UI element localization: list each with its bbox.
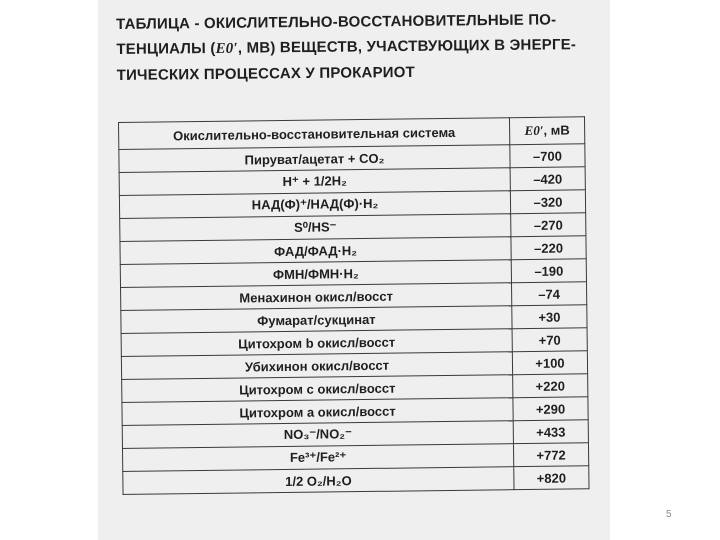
potential-cell: +433 (513, 420, 588, 444)
system-cell: Цитохром b окисл/восст (121, 329, 512, 357)
system-cell: H⁺ + 1/2H₂ (119, 168, 510, 196)
system-cell: NO₃⁻/NO₂⁻ (122, 421, 513, 449)
system-cell: Пируват/ацетат + CO₂ (119, 145, 510, 173)
system-cell: Цитохром а окисл/восст (122, 398, 513, 426)
header-system: Окислительно-восстановительная система (119, 118, 510, 150)
potential-cell: –190 (511, 259, 586, 283)
title-line-2 (116, 32, 596, 63)
system-cell: Убихинон окисл/восст (121, 352, 512, 380)
potential-cell: +820 (514, 466, 589, 490)
system-cell: НАД(Ф)⁺/НАД(Ф)·H₂ (119, 191, 510, 219)
system-cell: Менахинон окисл/восст (121, 283, 512, 311)
redox-potential-table (118, 116, 590, 495)
potential-cell: +772 (513, 443, 588, 467)
title-line-1: ТАБЛИЦА - ОКИСЛИТЕЛЬНО-ВОССТАНОВИТЕЛЬНЫЕ ПО- (116, 11, 557, 33)
system-cell: ФМН/ФМН·H₂ (120, 260, 511, 288)
page-number: 5 (666, 509, 672, 520)
potential-cell: +30 (512, 305, 587, 329)
potential-cell: –74 (511, 282, 586, 306)
table-body (119, 144, 589, 495)
table-title (116, 7, 597, 88)
potential-cell: –700 (510, 144, 585, 168)
system-cell: ФАД/ФАД·H₂ (120, 237, 511, 265)
system-cell: 1/2 O₂/H₂O (123, 467, 514, 495)
potential-cell: –320 (510, 190, 585, 214)
title-line-3: ТИЧЕСКИХ ПРОЦЕССАХ У ПРОКАРИОТ (116, 63, 416, 84)
potential-cell: +100 (512, 351, 587, 375)
potential-cell: –270 (511, 213, 586, 237)
potential-cell: +220 (513, 374, 588, 398)
title-line-2-end: , МВ) ВЕЩЕСТВ, УЧАСТВУЮЩИХ В ЭНЕРГЕ- (237, 36, 577, 57)
header-potential (509, 117, 584, 145)
system-cell: Фумарат/сукцинат (121, 306, 512, 334)
header-potential-symbol: E0′ (524, 122, 544, 139)
system-cell: Fe³⁺/Fe²⁺ (122, 444, 513, 472)
potential-cell: –220 (511, 236, 586, 260)
title-line-2-start: ТЕНЦИАЛЫ ( (116, 39, 216, 58)
potential-cell: –420 (510, 167, 585, 191)
system-cell: Цитохром с окисл/восст (122, 375, 513, 403)
potential-symbol: E0′ (215, 40, 238, 57)
potential-cell: +70 (512, 328, 587, 352)
header-potential-unit: , мВ (543, 122, 570, 138)
potential-cell: +290 (513, 397, 588, 421)
system-cell: S⁰/HS⁻ (120, 214, 511, 242)
